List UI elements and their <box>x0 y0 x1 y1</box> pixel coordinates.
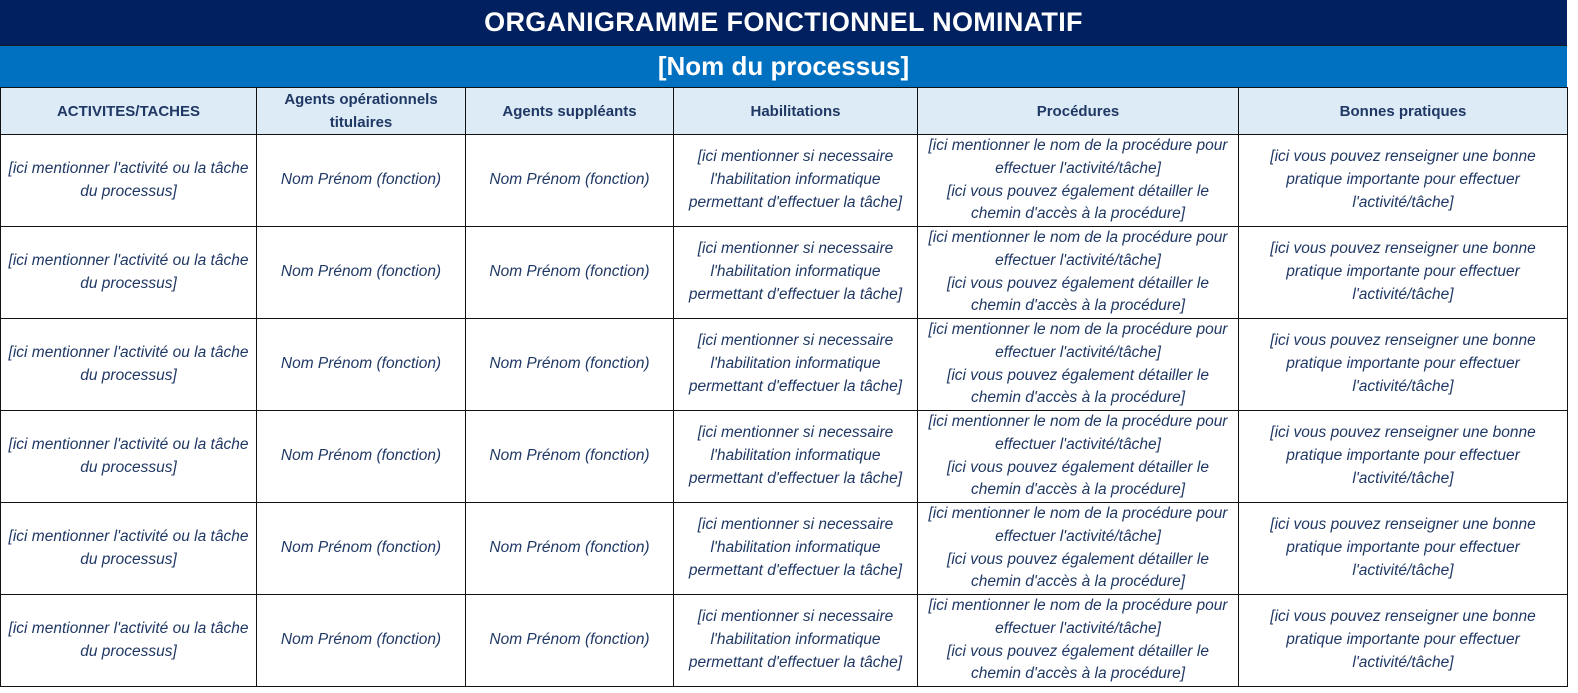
cell-bonnes-pratiques[interactable]: [ici vous pouvez renseigner une bonne pratique importante pour effectuer l'activité/tâche] <box>1239 135 1568 227</box>
cell-titulaires[interactable]: Nom Prénom (fonction) <box>257 135 466 227</box>
cell-titulaires[interactable]: Nom Prénom (fonction) <box>257 595 466 687</box>
cell-bonnes-pratiques[interactable]: [ici vous pouvez renseigner une bonne pratique importante pour effectuer l'activité/tâche] <box>1239 595 1568 687</box>
procedure-name-text: [ici mentionner le nom de la procédure pour effectuer l'activité/tâche] <box>928 597 1228 637</box>
cell-habilitations[interactable]: [ici mentionner si necessaire l'habilitation informatique permettant d'effectuer la tâche] <box>674 595 918 687</box>
cell-suppleants[interactable]: Nom Prénom (fonction) <box>466 135 674 227</box>
document-title[interactable]: ORGANIGRAMME FONCTIONNEL NOMINATIF <box>0 0 1567 46</box>
cell-habilitations[interactable]: [ici mentionner si necessaire l'habilitation informatique permettant d'effectuer la tâche] <box>674 319 918 411</box>
column-header-bonnes-pratiques[interactable]: Bonnes pratiques <box>1239 88 1568 135</box>
column-header-habilitations[interactable]: Habilitations <box>674 88 918 135</box>
cell-activite[interactable]: [ici mentionner l'activité ou la tâche du processus] <box>1 227 257 319</box>
procedure-path-text: [ici vous pouvez également détailler le chemin d'accès à la procédure] <box>947 550 1209 591</box>
cell-bonnes-pratiques[interactable]: [ici vous pouvez renseigner une bonne pratique importante pour effectuer l'activité/tâche] <box>1239 411 1568 503</box>
cell-procedures[interactable] <box>918 227 1239 319</box>
procedure-path-text: [ici vous pouvez également détailler le chemin d'accès à la procédure] <box>947 274 1209 315</box>
procedure-name-text: [ici mentionner le nom de la procédure pour effectuer l'activité/tâche] <box>928 321 1228 361</box>
cell-bonnes-pratiques[interactable]: [ici vous pouvez renseigner une bonne pratique importante pour effectuer l'activité/tâche] <box>1239 503 1568 595</box>
cell-titulaires[interactable]: Nom Prénom (fonction) <box>257 227 466 319</box>
cell-habilitations[interactable]: [ici mentionner si necessaire l'habilitation informatique permettant d'effectuer la tâche] <box>674 411 918 503</box>
procedure-path-text: [ici vous pouvez également détailler le chemin d'accès à la procédure] <box>947 642 1209 683</box>
cell-activite[interactable]: [ici mentionner l'activité ou la tâche du processus] <box>1 319 257 411</box>
column-header-activites[interactable]: ACTIVITES/TACHES <box>1 88 257 135</box>
cell-activite[interactable]: [ici mentionner l'activité ou la tâche du processus] <box>1 411 257 503</box>
procedure-name-text: [ici mentionner le nom de la procédure pour effectuer l'activité/tâche] <box>928 137 1228 177</box>
cell-suppleants[interactable]: Nom Prénom (fonction) <box>466 319 674 411</box>
cell-activite[interactable]: [ici mentionner l'activité ou la tâche du processus] <box>1 503 257 595</box>
cell-procedures[interactable] <box>918 411 1239 503</box>
procedure-name-text: [ici mentionner le nom de la procédure pour effectuer l'activité/tâche] <box>928 229 1228 269</box>
table-row <box>1 227 1568 319</box>
cell-habilitations[interactable]: [ici mentionner si necessaire l'habilitation informatique permettant d'effectuer la tâche] <box>674 227 918 319</box>
cell-activite[interactable]: [ici mentionner l'activité ou la tâche du processus] <box>1 595 257 687</box>
cell-titulaires[interactable]: Nom Prénom (fonction) <box>257 503 466 595</box>
column-header-titulaires[interactable]: Agents opérationnels titulaires <box>257 88 466 135</box>
cell-titulaires[interactable]: Nom Prénom (fonction) <box>257 411 466 503</box>
procedure-name-text: [ici mentionner le nom de la procédure pour effectuer l'activité/tâche] <box>928 505 1228 545</box>
cell-bonnes-pratiques[interactable]: [ici vous pouvez renseigner une bonne pratique importante pour effectuer l'activité/tâche] <box>1239 227 1568 319</box>
cell-activite[interactable]: [ici mentionner l'activité ou la tâche du processus] <box>1 135 257 227</box>
procedure-path-text: [ici vous pouvez également détailler le chemin d'accès à la procédure] <box>947 366 1209 407</box>
cell-procedures[interactable] <box>918 319 1239 411</box>
org-chart-table <box>0 87 1568 687</box>
cell-suppleants[interactable]: Nom Prénom (fonction) <box>466 411 674 503</box>
cell-bonnes-pratiques[interactable]: [ici vous pouvez renseigner une bonne pratique importante pour effectuer l'activité/tâche] <box>1239 319 1568 411</box>
cell-suppleants[interactable]: Nom Prénom (fonction) <box>466 595 674 687</box>
cell-titulaires[interactable]: Nom Prénom (fonction) <box>257 319 466 411</box>
column-header-procedures[interactable]: Procédures <box>918 88 1239 135</box>
cell-procedures[interactable] <box>918 503 1239 595</box>
cell-suppleants[interactable]: Nom Prénom (fonction) <box>466 503 674 595</box>
cell-habilitations[interactable]: [ici mentionner si necessaire l'habilitation informatique permettant d'effectuer la tâche] <box>674 135 918 227</box>
cell-procedures[interactable] <box>918 595 1239 687</box>
cell-procedures[interactable] <box>918 135 1239 227</box>
table-row <box>1 411 1568 503</box>
table-row <box>1 319 1568 411</box>
table-row <box>1 595 1568 687</box>
procedure-path-text: [ici vous pouvez également détailler le chemin d'accès à la procédure] <box>947 182 1209 223</box>
cell-habilitations[interactable]: [ici mentionner si necessaire l'habilitation informatique permettant d'effectuer la tâche] <box>674 503 918 595</box>
table-row <box>1 503 1568 595</box>
header-row <box>1 88 1568 135</box>
process-name[interactable]: [Nom du processus] <box>0 46 1567 87</box>
table-row <box>1 135 1568 227</box>
cell-suppleants[interactable]: Nom Prénom (fonction) <box>466 227 674 319</box>
procedure-name-text: [ici mentionner le nom de la procédure pour effectuer l'activité/tâche] <box>928 413 1228 453</box>
procedure-path-text: [ici vous pouvez également détailler le chemin d'accès à la procédure] <box>947 458 1209 499</box>
column-header-suppleants[interactable]: Agents suppléants <box>466 88 674 135</box>
